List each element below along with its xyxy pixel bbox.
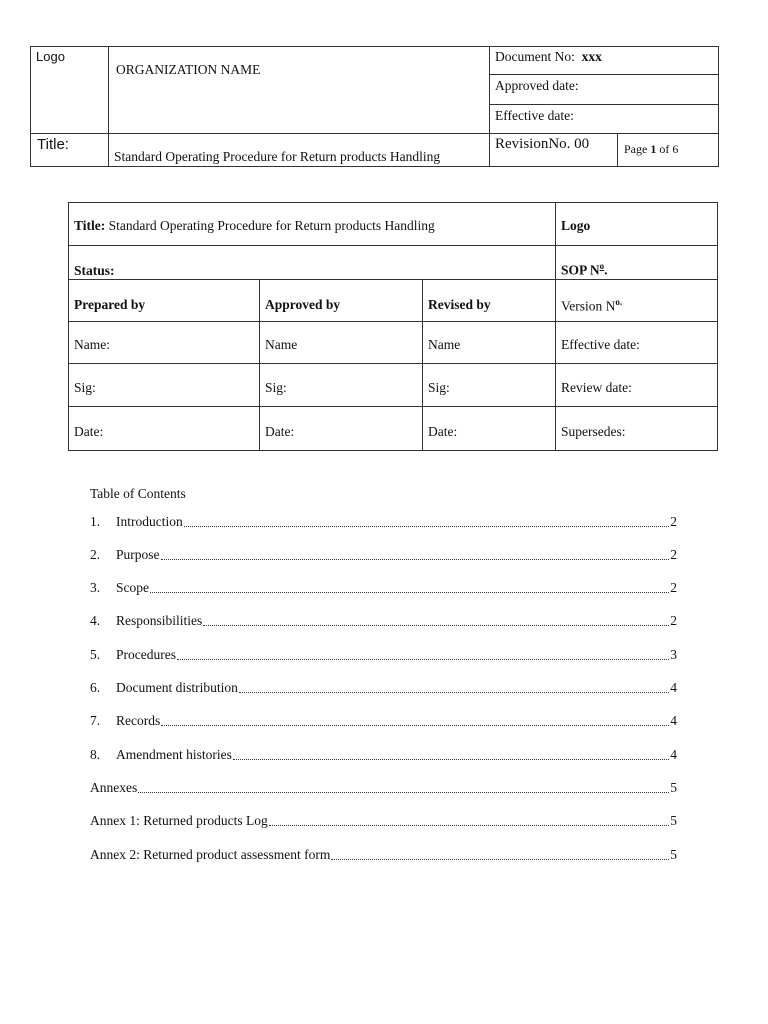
sop-number-sup: o <box>599 261 605 271</box>
toc-entry-number: 2. <box>90 547 101 562</box>
header-border-left <box>30 46 31 167</box>
page-prefix: Page <box>624 142 648 156</box>
header-divider <box>489 104 719 105</box>
sop-title <box>74 218 435 234</box>
version-sup: o. <box>615 297 623 307</box>
prepared-by-header: Prepared by <box>74 297 146 312</box>
toc-entry-number: 4. <box>90 613 101 628</box>
status-label: Status: <box>74 263 115 278</box>
header-divider <box>489 74 719 75</box>
sop-number-label: SOP N <box>561 262 600 278</box>
sop-divider <box>68 279 718 280</box>
sop-logo: Logo <box>561 218 591 233</box>
sop-divider <box>68 245 718 246</box>
sig-field-prepared: Sig: <box>74 380 96 395</box>
review-date-field: Review date: <box>561 380 632 395</box>
toc-entry-label: Document distribution <box>116 680 238 695</box>
approved-date-label: Approved date: <box>495 78 579 93</box>
toc-entry-number: 8. <box>90 747 101 762</box>
toc-entry-leader <box>203 624 669 626</box>
sop-divider <box>68 321 718 322</box>
date-field-approved: Date: <box>265 424 295 439</box>
toc-entry-page: 2 <box>670 580 677 595</box>
toc-entry[interactable] <box>90 678 677 696</box>
name-field-revised: Name <box>428 337 461 352</box>
effective-date-field: Effective date: <box>561 337 640 352</box>
toc-entry-page: 2 <box>670 613 677 628</box>
sop-divider <box>68 363 718 364</box>
document-no <box>495 49 602 65</box>
sop-title-value: Standard Operating Procedure for Return products Handling <box>108 218 435 233</box>
approved-by-header: Approved by <box>265 297 341 312</box>
toc-entry-label: Responsibilities <box>116 613 203 628</box>
toc-entry[interactable] <box>90 512 677 530</box>
sop-title-label: Title: <box>74 218 106 233</box>
toc-entry[interactable] <box>90 845 677 863</box>
toc-entry-page: 2 <box>670 514 677 529</box>
toc-entry-number: 1. <box>90 514 101 529</box>
toc-entry[interactable] <box>90 578 677 596</box>
revision-label: Revision <box>495 136 549 152</box>
sig-field-approved: Sig: <box>265 380 287 395</box>
version-label: Version N <box>561 298 616 314</box>
header-title-value: Standard Operating Procedure for Return products Handling <box>114 149 441 164</box>
toc-entry-leader <box>239 691 669 693</box>
sop-border-left <box>68 202 69 451</box>
supersedes-field: Supersedes: <box>561 424 626 439</box>
sop-divider <box>555 202 556 451</box>
header-divider <box>108 46 109 167</box>
header-border-top <box>30 46 719 47</box>
revised-by-header: Revised by <box>428 297 491 312</box>
page-indicator <box>624 142 678 157</box>
sop-border-right <box>717 202 718 451</box>
toc-entry[interactable] <box>90 711 677 729</box>
page-current: 1 <box>650 142 657 156</box>
toc-entry-leader <box>138 791 669 793</box>
toc-entry[interactable] <box>90 811 677 829</box>
effective-date-label: Effective date: <box>495 108 574 123</box>
toc-entry-number: 7. <box>90 713 101 728</box>
toc-entry-label: Records <box>116 713 161 728</box>
toc-entry-leader <box>331 858 669 860</box>
toc-entry-label: Procedures <box>116 647 176 662</box>
organization-name: ORGANIZATION NAME <box>116 62 261 77</box>
document-no-value: xxx <box>581 49 602 64</box>
toc-entry-label: Amendment histories <box>116 747 232 762</box>
page-suffix: of 6 <box>659 142 679 156</box>
header-divider <box>617 133 618 167</box>
toc-entry-label: Purpose <box>116 547 160 562</box>
name-field-approved: Name <box>265 337 298 352</box>
header-divider <box>30 133 719 134</box>
toc-entry-label: Scope <box>116 580 149 595</box>
toc-entry-page: 4 <box>670 747 677 762</box>
toc-entry-leader <box>161 724 669 726</box>
toc-entry-label: Annex 2: Returned product assessment form <box>90 847 331 862</box>
toc-entry-leader <box>233 758 669 760</box>
toc-entry-label: Introduction <box>116 514 183 529</box>
document-no-label: Document No: <box>495 49 575 64</box>
version-number <box>561 297 622 315</box>
toc-entry-page: 2 <box>670 547 677 562</box>
sig-field-revised: Sig: <box>428 380 450 395</box>
toc-entry[interactable] <box>90 611 677 629</box>
header-divider <box>489 46 490 167</box>
toc-heading: Table of Contents <box>90 486 186 501</box>
toc-entry[interactable] <box>90 645 677 663</box>
toc-entry-leader <box>184 525 670 527</box>
toc-entry-page: 5 <box>670 847 677 862</box>
toc-entry-leader <box>269 824 670 826</box>
toc-entry-page: 5 <box>670 780 677 795</box>
sop-border-bottom <box>68 450 718 451</box>
revision <box>495 136 589 153</box>
sop-divider <box>68 406 718 407</box>
header-logo: Logo <box>36 49 65 64</box>
toc-entry-page: 4 <box>670 680 677 695</box>
toc-entry-number: 6. <box>90 680 101 695</box>
date-field-prepared: Date: <box>74 424 104 439</box>
toc-entry-number: 5. <box>90 647 101 662</box>
header-border-bottom <box>30 166 719 167</box>
date-field-revised: Date: <box>428 424 458 439</box>
toc-entry-leader <box>161 558 670 560</box>
sop-border-top <box>68 202 718 203</box>
toc-entry[interactable] <box>90 778 677 796</box>
toc-entry[interactable] <box>90 545 677 563</box>
toc-entry-label: Annexes <box>90 780 138 795</box>
name-field-prepared: Name: <box>74 337 110 352</box>
header-title-label: Title: <box>37 136 69 153</box>
toc-entry-page: 5 <box>670 813 677 828</box>
sop-number <box>561 261 608 279</box>
revision-value: No. 00 <box>548 136 590 152</box>
sop-divider <box>422 279 423 451</box>
sop-number-tail: . <box>604 262 608 278</box>
toc-entry[interactable] <box>90 745 677 763</box>
toc-entry-number: 3. <box>90 580 101 595</box>
toc-entry-label: Annex 1: Returned products Log <box>90 813 268 828</box>
toc-entry-leader <box>150 591 669 593</box>
header-border-right <box>718 46 719 167</box>
toc-entry-page: 3 <box>670 647 677 662</box>
toc-entry-page: 4 <box>670 713 677 728</box>
toc-entry-leader <box>177 658 669 660</box>
sop-divider <box>259 279 260 451</box>
